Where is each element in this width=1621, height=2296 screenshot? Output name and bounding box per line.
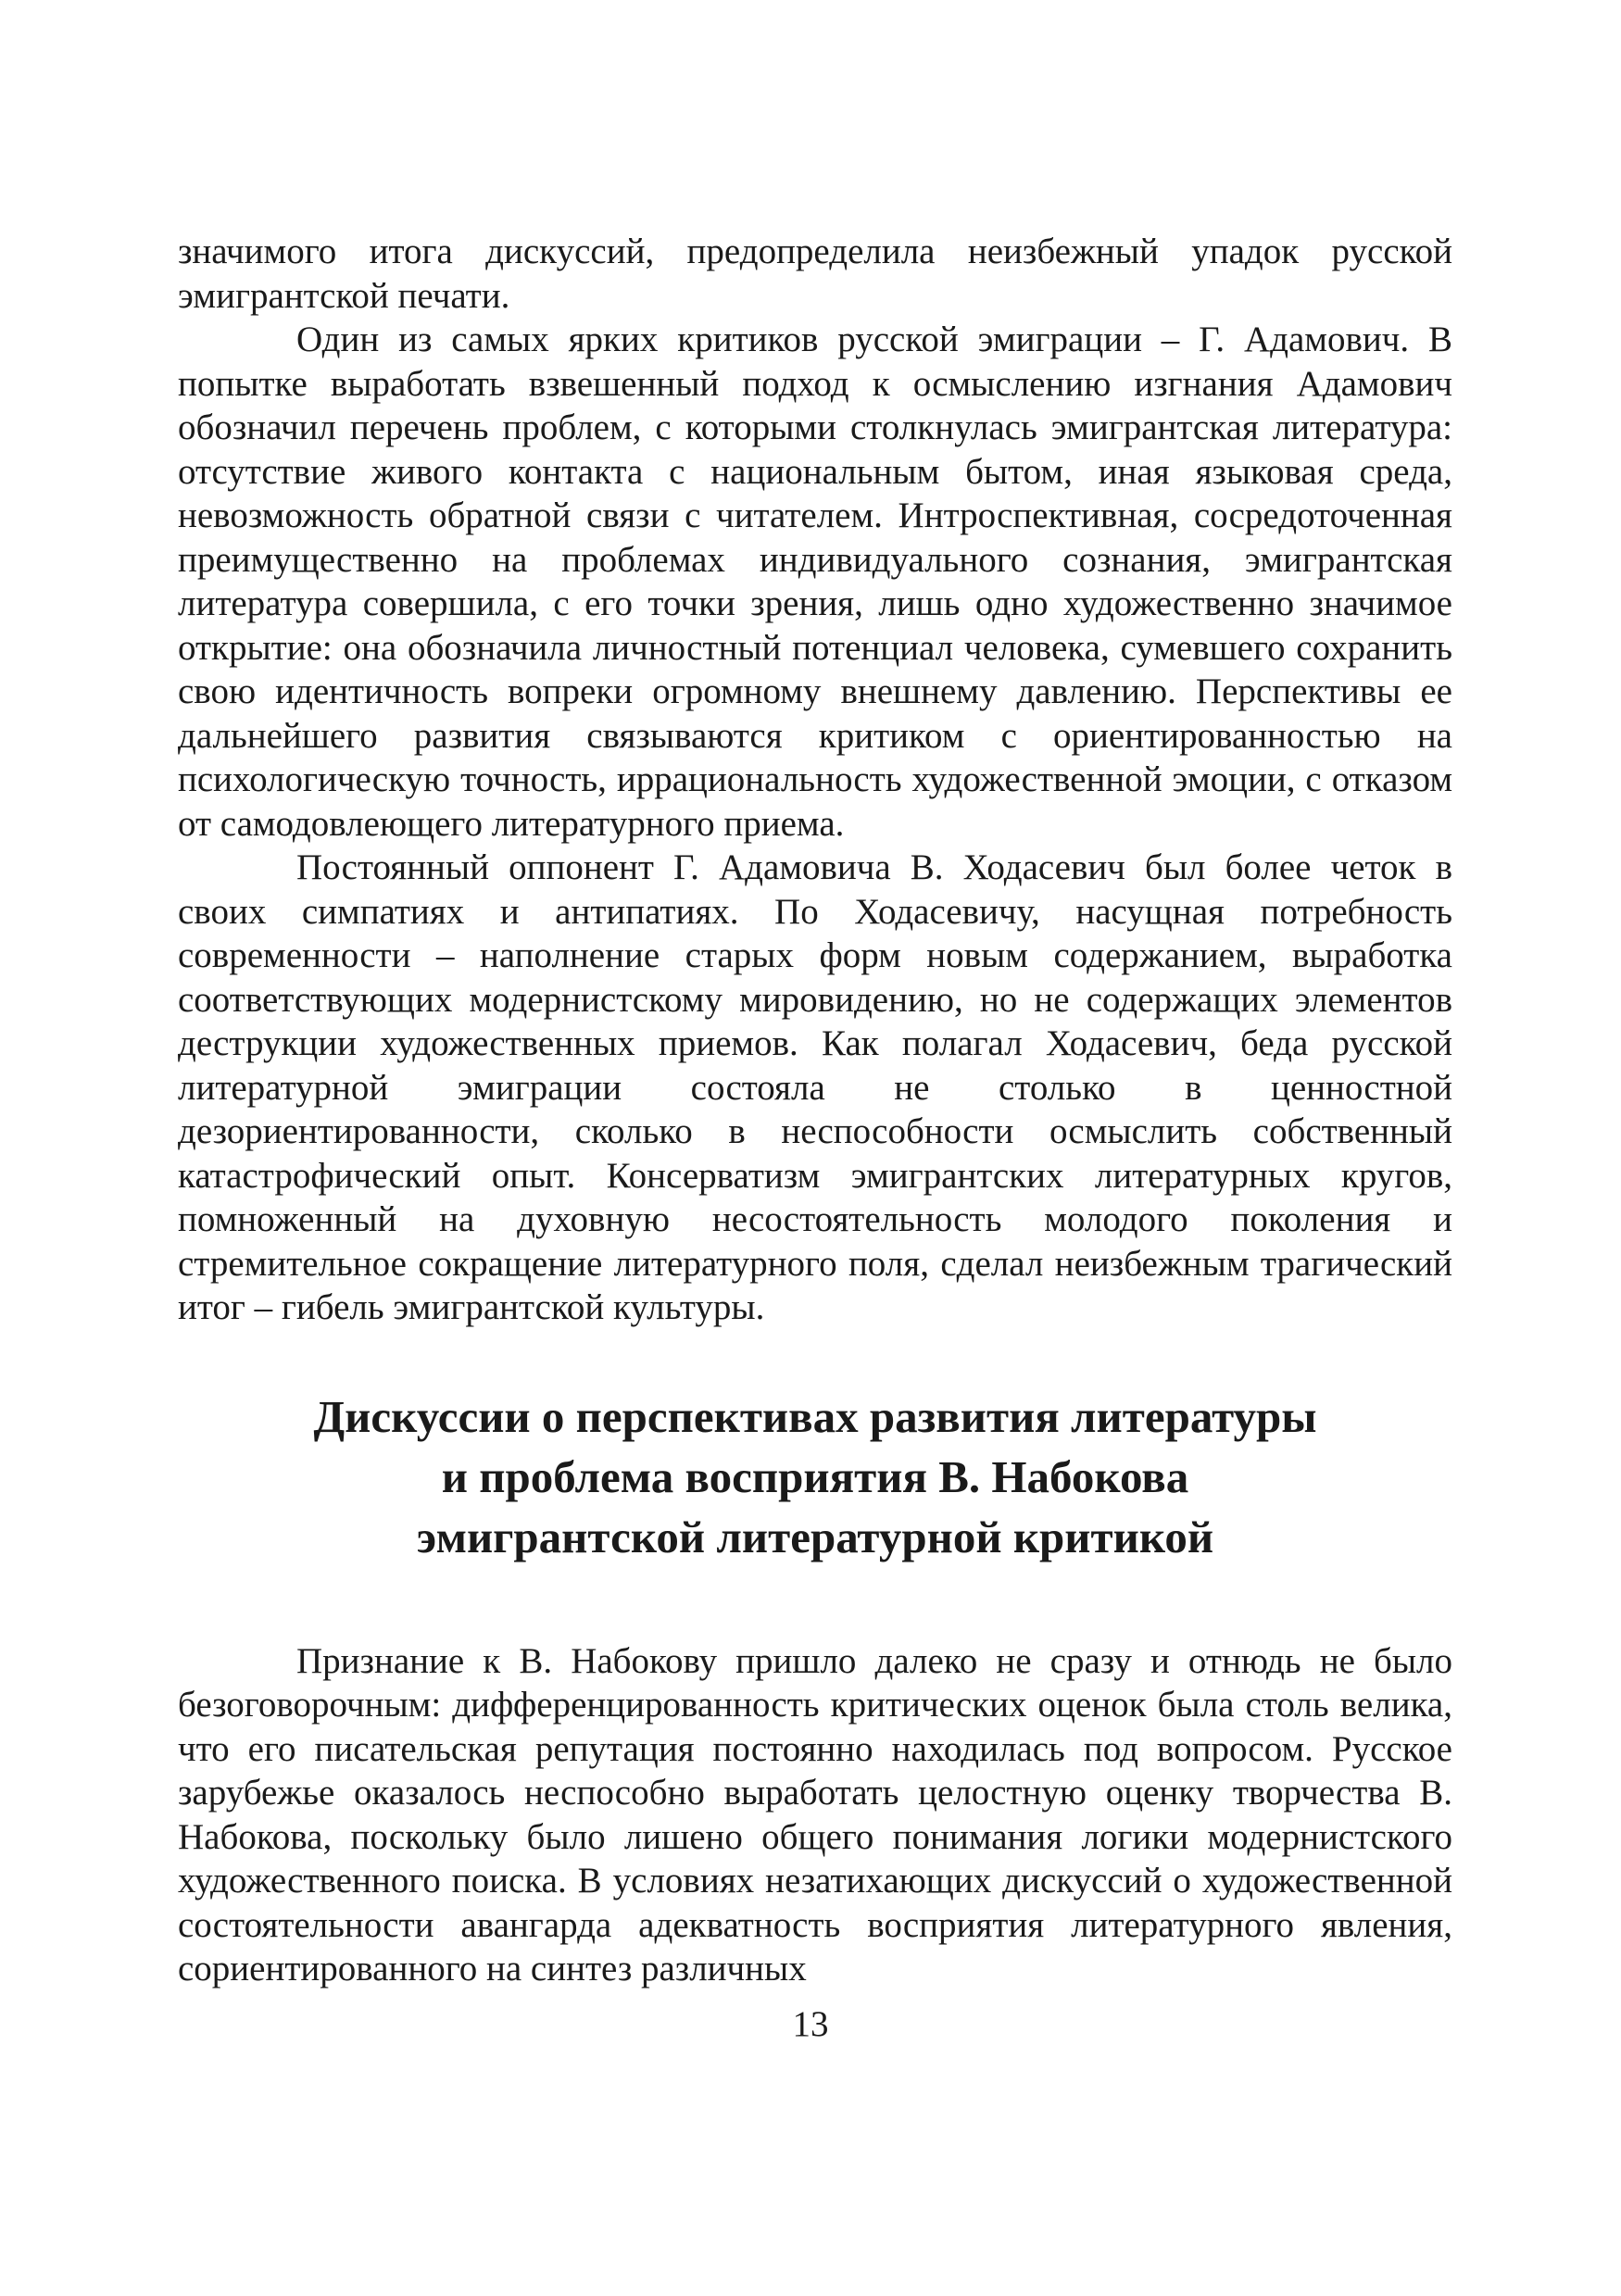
section-heading-line-2: и проблема восприятия В. Набокова [441, 1450, 1189, 1502]
paragraph-continuation: значимого итога дискуссий, предопределила неизбежный упадок русской эмигрантской печати. [178, 232, 1452, 316]
paragraph-adamovich: Один из самых ярких критиков русской эмиграции – Г. Адамович. В попытке выработать взвешенный подход к осмыслению изгнания Адамович обозначил перечень проблем, с которыми столкнулась эмигрантская литература: отсутствие живого контакта с национальным бытом, иная языковая среда, невозможность обратной связи с читателем. Интроспективная, сосредоточенная преимущественно на проблемах индивидуального сознания, эмигрантская литература совершила, с его точки зрения, лишь одно художественно значимое открытие: она обозначила личностный потенциал человека, сумевшего сохранить свою идентичность вопреки огромному внешнему давлению. Перспективы ее дальнейшего развития связываются критиком с ориентированностью на психологическую точность, иррациональность художественной эмоции, с отказом от самодовлеющего литературного приема. [178, 320, 1452, 844]
section-heading-line-3: эмигрантской литературной критикой [416, 1511, 1214, 1562]
paragraph-khodasevich: Постоянный оппонент Г. Адамовича В. Ходасевич был более четок в своих симпатиях и антипатиях. По Ходасевичу, насущная потребность современности – наполнение старых форм новым содержанием, выработка соответствующих модернистскому мировидению, но не содержащих элементов деструкции художественных приемов. Как полагал Ходасевич, беда русской литературной эмиграции состояла не столько в ценностной дезориентированности, сколько в неспособности осмыслить собственный катастрофический опыт. Консерватизм эмигрантских литературных кругов, помноженный на духовную несостоятельность молодого поколения и стремительное сокращение литературного поля, сделал неизбежным трагический итог – гибель эмигрантской культуры. [178, 847, 1452, 1327]
section-heading-line-1: Дискуссии о перспективах развития литературы [313, 1390, 1317, 1442]
section-heading [178, 1386, 1452, 1567]
page-number: 13 [792, 2004, 829, 2044]
page-body [178, 230, 1452, 1991]
paragraph-nabokov-recognition: Признание к В. Набокову пришло далеко не сразу и отнюдь не было безоговорочным: дифференцированность критических оценок была столь велика, что его писательская репутация постоянно находилась под вопросом. Русское зарубежье оказалось неспособно выработать целостную оценку творчества В. Набокова, поскольку было лишено общего понимания логики модернистского художественного поиска. В условиях незатихающих дискуссий о художественной состоятельности авангарда адекватность восприятия литературного явления, сориентированного на синтез различных [178, 1640, 1452, 1989]
